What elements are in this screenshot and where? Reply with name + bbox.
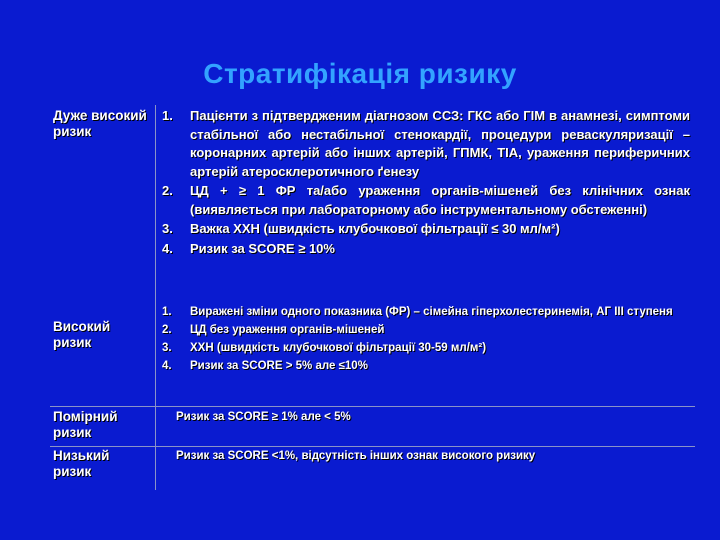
row-label-high: Високий ризик (53, 319, 111, 350)
list-item: 3. Важка ХХН (швидкість клубочкової фільтрації ≤ 30 мл/м²) (162, 221, 560, 236)
row-content-low: Ризик за SCORE <1%, відсутність інших ознак високого ризику (176, 450, 536, 462)
list-item: 1. Виражені зміни одного показника (ФР) – сімейна гіперхолестеринемія, АГ ІІІ ступеня (162, 306, 673, 318)
row-divider (50, 446, 695, 447)
row-label-very-high: Дуже високий ризик (53, 108, 147, 139)
slide-title: Стратифікація ризику (203, 58, 517, 89)
list-item: 3. ХХН (швидкість клубочкової фільтрації 30-59 мл/м²) (162, 342, 487, 354)
column-divider (155, 105, 156, 490)
row-content-high (162, 305, 690, 377)
list-item: 4. Ризик за SCORE > 5% але ≤10% (162, 360, 368, 372)
row-label-low: Низький ризик (53, 448, 110, 479)
row-divider (50, 406, 695, 407)
risk-table (50, 105, 695, 490)
list-item: 2. ЦД + ≥ 1 ФР та/або ураження органів-мішеней без клінічних ознак (виявляється при лабораторному або інструментальному обстеженні) (162, 183, 690, 217)
list-item: 4. Ризик за SCORE ≥ 10% (162, 240, 335, 256)
row-content-moderate: Ризик за SCORE ≥ 1% але < 5% (176, 411, 351, 423)
list-item: 2. ЦД без ураження органів-мішеней (162, 324, 385, 336)
row-label-moderate: Помірний ризик (53, 409, 118, 440)
list-item: 1. Пацієнти з підтвердженим діагнозом ССЗ: ГКС або ГІМ в анамнезі, симптоми стабільної або нестабільної стенокардії, процедури реваскуляризації – коронарних артерій або інших артерій, ГПМК, ТІА, ураження периферичних артерій атеросклеротичного ґенезу (162, 108, 690, 179)
row-content-very-high (162, 107, 690, 259)
